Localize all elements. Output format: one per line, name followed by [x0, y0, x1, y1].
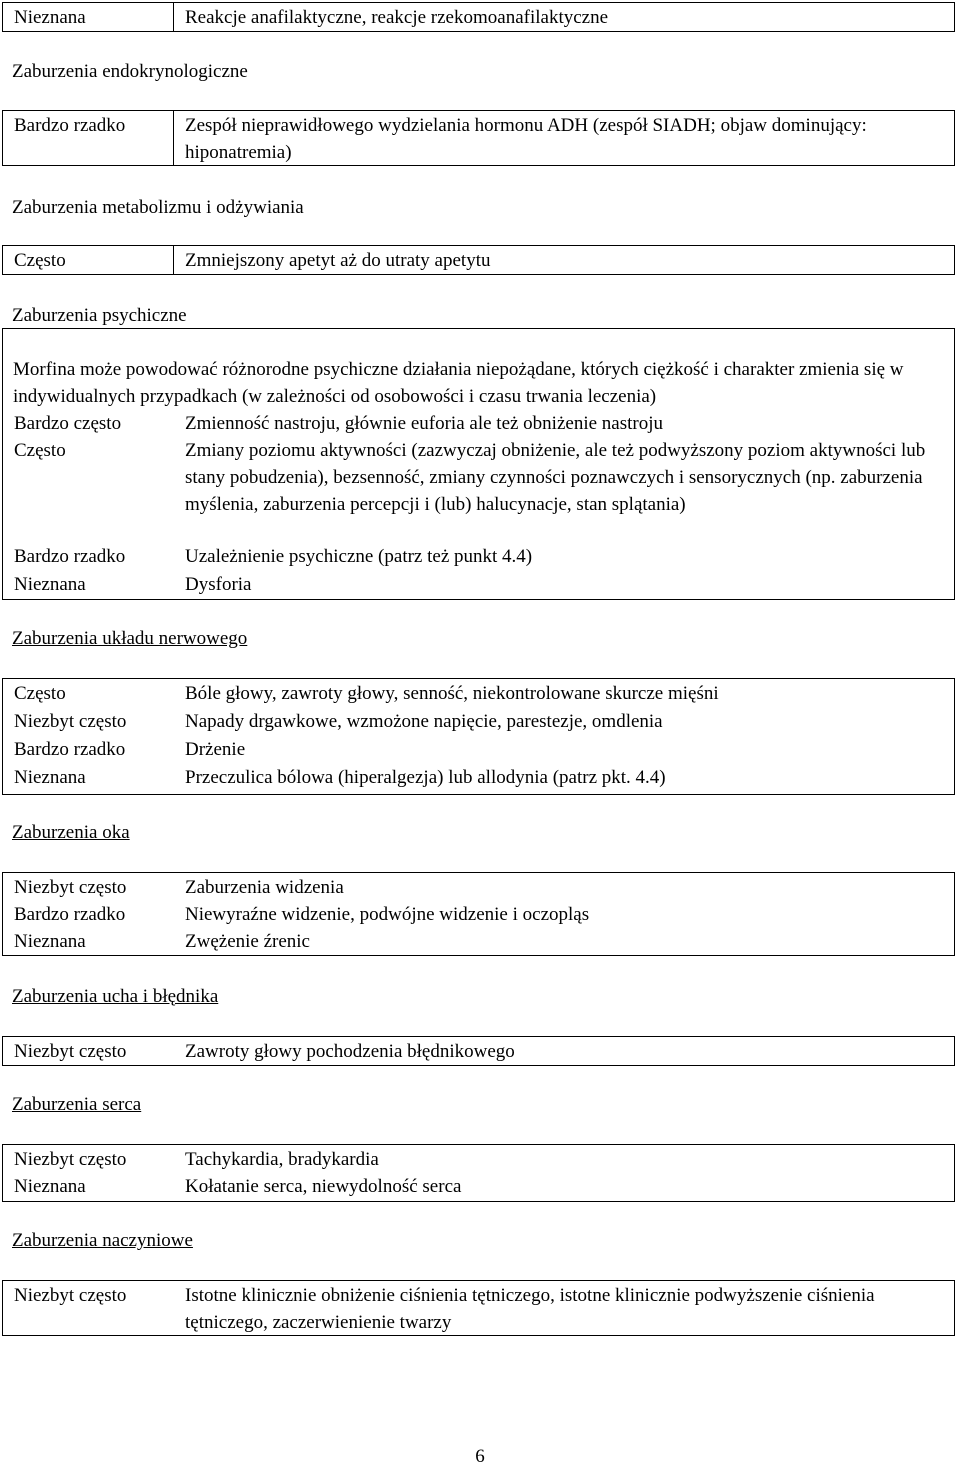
- effect-cell: Zespół nieprawidłowego wydzielania hormonu ADH (zespół SIADH; objaw dominujący: hiponatremia): [185, 115, 867, 163]
- table-row: [3, 437, 954, 545]
- frequency-cell: Nieznana: [14, 767, 86, 788]
- frequency-cell: Niezbyt często: [14, 1041, 127, 1062]
- effect-cell: Drżenie: [185, 739, 246, 760]
- table-row: [3, 680, 954, 707]
- column-divider: [173, 246, 174, 274]
- table-row: [3, 928, 954, 955]
- effect-cell: Zmiany poziomu aktywności (zazwyczaj obniżenie, ale też podwyższony poziom aktywności lub stany pobudzenia), bezsenność, zmiany czynności poznawczych i sensorycznych (np. zaburzenia myślenia, zaburzenia percepcji i (lub) halucynacje, stan splątania): [185, 440, 926, 515]
- section-heading: Zaburzenia naczyniowe: [12, 1230, 193, 1251]
- effect-cell: Uzależnienie psychiczne (patrz też punkt 4.4): [185, 546, 533, 567]
- effect-cell: Bóle głowy, zawroty głowy, senność, niekontrolowane skurcze mięśni: [185, 683, 719, 704]
- section-heading: Zaburzenia układu nerwowego: [12, 628, 248, 649]
- table-s3: [2, 328, 955, 600]
- table-row: [3, 112, 954, 166]
- table-row: [3, 1146, 954, 1173]
- table-s5: [2, 872, 955, 956]
- frequency-cell: Nieznana: [14, 7, 86, 28]
- frequency-cell: Bardzo rzadko: [14, 739, 126, 760]
- frequency-cell: Bardzo rzadko: [14, 115, 126, 136]
- effect-cell: Reakcje anafilaktyczne, reakcje rzekomoanafilaktyczne: [185, 7, 609, 28]
- effect-cell: Zwężenie źrenic: [185, 931, 310, 952]
- section-heading: Zaburzenia ucha i błędnika: [12, 986, 219, 1007]
- frequency-cell: Niezbyt często: [14, 1285, 127, 1306]
- frequency-cell: Bardzo rzadko: [14, 546, 126, 567]
- section-heading: Zaburzenia metabolizmu i odżywiania: [12, 197, 304, 218]
- table-s6: [2, 1036, 955, 1066]
- table-s7: [2, 1144, 955, 1202]
- table-row: [3, 901, 954, 928]
- effect-cell: Przeczulica bólowa (hiperalgezja) lub allodynia (patrz pkt. 4.4): [185, 767, 666, 788]
- table-s0: [2, 2, 955, 32]
- table-s2: [2, 245, 955, 275]
- page-number: 6: [475, 1446, 485, 1467]
- section-heading: Zaburzenia serca: [12, 1094, 142, 1115]
- frequency-cell: Bardzo rzadko: [14, 904, 126, 925]
- table-row: [3, 571, 954, 598]
- effect-cell: Zaburzenia widzenia: [185, 877, 344, 898]
- table-s1: [2, 110, 955, 166]
- frequency-cell: Często: [14, 683, 66, 704]
- effect-cell: Tachykardia, bradykardia: [185, 1149, 379, 1170]
- table-row: [3, 543, 954, 570]
- frequency-cell: Często: [14, 250, 66, 271]
- section-note: Morfina może powodować różnorodne psychiczne działania niepożądane, których ciężkość i charakter zmienia się w indywidualnych przypadkach (w zależności od osobowości i czasu trwania leczenia): [13, 359, 904, 407]
- effect-cell: Dysforia: [185, 574, 252, 595]
- table-row: [3, 736, 954, 763]
- table-row: [3, 247, 954, 274]
- effect-cell: Kołatanie serca, niewydolność serca: [185, 1176, 462, 1197]
- table-row: [3, 874, 954, 901]
- effect-cell: Zmniejszony apetyt aż do utraty apetytu: [185, 250, 491, 271]
- section-heading: Zaburzenia psychiczne: [12, 305, 187, 326]
- table-row: [3, 1173, 954, 1200]
- frequency-cell: Niezbyt często: [14, 1149, 127, 1170]
- section-heading: Zaburzenia oka: [12, 822, 130, 843]
- frequency-cell: Niezbyt często: [14, 711, 127, 732]
- effect-cell: Istotne klinicznie obniżenie ciśnienia tętniczego, istotne klinicznie podwyższenie ciśnienia tętniczego, zaczerwienienie twarzy: [185, 1285, 875, 1333]
- column-divider: [173, 3, 174, 31]
- effect-cell: Zawroty głowy pochodzenia błędnikowego: [185, 1041, 515, 1062]
- effect-cell: Zmienność nastroju, głównie euforia ale też obniżenie nastroju: [185, 413, 664, 434]
- table-s4: [2, 678, 955, 795]
- frequency-cell: Nieznana: [14, 931, 86, 952]
- table-row: [3, 708, 954, 735]
- table-row: [3, 764, 954, 791]
- table-row: [3, 4, 954, 31]
- table-row: [3, 1282, 954, 1336]
- section-heading: Zaburzenia endokrynologiczne: [12, 61, 248, 82]
- frequency-cell: Nieznana: [14, 574, 86, 595]
- table-row: [3, 410, 954, 437]
- column-divider: [173, 111, 174, 165]
- frequency-cell: Nieznana: [14, 1176, 86, 1197]
- effect-cell: Napady drgawkowe, wzmożone napięcie, parestezje, omdlenia: [185, 711, 663, 732]
- frequency-cell: Często: [14, 440, 66, 461]
- frequency-cell: Niezbyt często: [14, 877, 127, 898]
- table-row: [3, 1038, 954, 1065]
- table-s8: [2, 1280, 955, 1336]
- effect-cell: Niewyraźne widzenie, podwójne widzenie i oczopląs: [185, 904, 590, 925]
- frequency-cell: Bardzo często: [14, 413, 122, 434]
